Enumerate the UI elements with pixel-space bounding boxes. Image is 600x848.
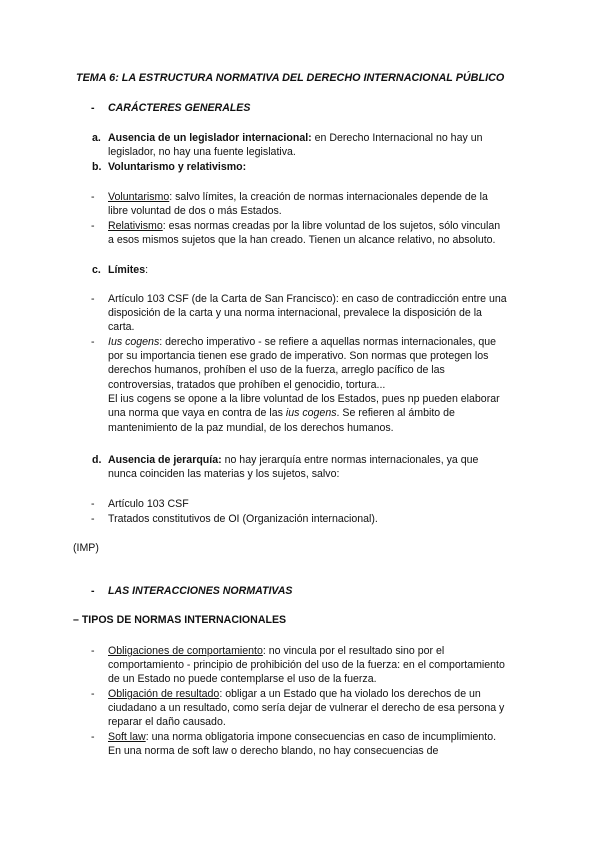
bullet-dash: - <box>91 513 95 525</box>
item-text: : una norma obligatoria impone consecuencias en caso de incumplimiento. <box>145 731 497 743</box>
item-text: reparar el daño causado. <box>108 716 226 728</box>
term-underlined: Obligaciones de comportamiento <box>108 645 263 657</box>
item-label: b. <box>92 161 102 173</box>
item-term: Límites <box>108 264 146 276</box>
bullet-dash: - <box>91 220 95 232</box>
item-text: : esas normas creadas por la libre voluntad de los sujetos, sólo vinculan <box>162 220 501 232</box>
item-text: nunca coinciden las materias y los sujetos, salvo: <box>108 468 340 480</box>
imp-note: (IMP) <box>73 542 99 554</box>
item-term: Voluntarismo y relativismo: <box>108 161 247 173</box>
term-italic: ius cogens <box>285 407 337 419</box>
item-label: c. <box>92 264 101 276</box>
tipos-heading: – TIPOS DE NORMAS INTERNACIONALES <box>73 614 287 626</box>
term-italic: Ius cogens <box>108 336 160 348</box>
bullet-dash: - <box>91 293 95 305</box>
item-text: ciudadano a un resultado, como sería dejar de vulnerar el derecho de esa persona y <box>108 702 505 714</box>
item-label: a. <box>92 132 101 144</box>
bullet-dash: - <box>91 102 95 114</box>
bullet-dash: - <box>91 645 95 657</box>
bullet-dash: - <box>91 498 95 510</box>
item-text: : derecho imperativo - se refiere a aquellas normas internacionales, que <box>159 336 497 348</box>
item-text: El ius cogens se opone a la libre voluntad de los Estados, pues np pueden elaborar <box>108 393 500 405</box>
bullet-dash: - <box>91 688 95 700</box>
term-underlined: Voluntarismo <box>108 191 170 203</box>
bullet-dash: - <box>91 731 95 743</box>
item-text: carta. <box>108 321 135 333</box>
item-text: de un Estado no puede contemplarse el uso de la fuerza. <box>108 673 377 685</box>
bullet-dash: - <box>91 336 95 348</box>
item-text: : <box>145 264 149 276</box>
item-text: En una norma de soft law o derecho blando, no hay consecuencias de <box>108 745 439 757</box>
item-text: : salvo límites, la creación de normas internacionales depende de la <box>169 191 488 203</box>
term-underlined: Relativismo <box>108 220 163 232</box>
item-text: por su importancia tienen ese grado de imperativo. Son normas que protegen los <box>108 350 489 362</box>
item-text: disposición de la carta y una norma internacional, prevalece la disposición de la <box>108 307 482 319</box>
item-term: Ausencia de un legislador internacional: <box>108 132 312 144</box>
document-title: TEMA 6: LA ESTRUCTURA NORMATIVA DEL DERECHO INTERNACIONAL PÚBLICO <box>76 72 505 84</box>
term-underlined: Obligación de resultado <box>108 688 220 700</box>
item-text: controversias, tratados que prohíben el genocidio, tortura... <box>108 379 386 391</box>
item-text: en Derecho Internacional no hay un <box>311 132 483 144</box>
bullet-dash: - <box>91 585 95 597</box>
item-text: legislador, no hay una fuente legislativa. <box>108 146 296 158</box>
item-text: comportamiento - principio de prohibición del uso de la fuerza: en el comportamiento <box>108 659 505 671</box>
item-text: : no vincula por el resultado sino por el <box>262 645 445 657</box>
item-text: Artículo 103 CSF <box>108 498 189 510</box>
item-text: a esos mismos sujetos que la han creado. Tienen un alcance relativo, no absoluto. <box>108 234 496 246</box>
item-text: mantenimiento de la paz mundial, de los derechos humanos. <box>108 422 394 434</box>
item-text: . Se refieren al ámbito de <box>336 407 455 419</box>
item-text: Artículo 103 CSF (de la Carta de San Francisco): en caso de contradicción entre una <box>108 293 507 305</box>
item-text: no hay jerarquía entre normas internacionales, ya que <box>221 454 479 466</box>
section-heading-text: CARÁCTERES GENERALES <box>108 102 251 114</box>
section-heading-text: LAS INTERACCIONES NORMATIVAS <box>108 585 293 597</box>
item-term: Ausencia de jerarquía: <box>108 454 222 466</box>
item-text: libre voluntad de dos o más Estados. <box>108 205 282 217</box>
term-underlined: Soft law <box>108 731 146 743</box>
item-text: Tratados constitutivos de OI (Organización internacional). <box>108 513 378 525</box>
bullet-dash: - <box>91 191 95 203</box>
item-text: : obligar a un Estado que ha violado los derechos de un <box>219 688 481 700</box>
item-label: d. <box>92 454 102 466</box>
item-text: una norma que vaya en contra de las <box>108 407 286 419</box>
item-text: derechos humanos, prohíben el uso de la fuerza, arreglo pacífico de las <box>108 364 445 376</box>
